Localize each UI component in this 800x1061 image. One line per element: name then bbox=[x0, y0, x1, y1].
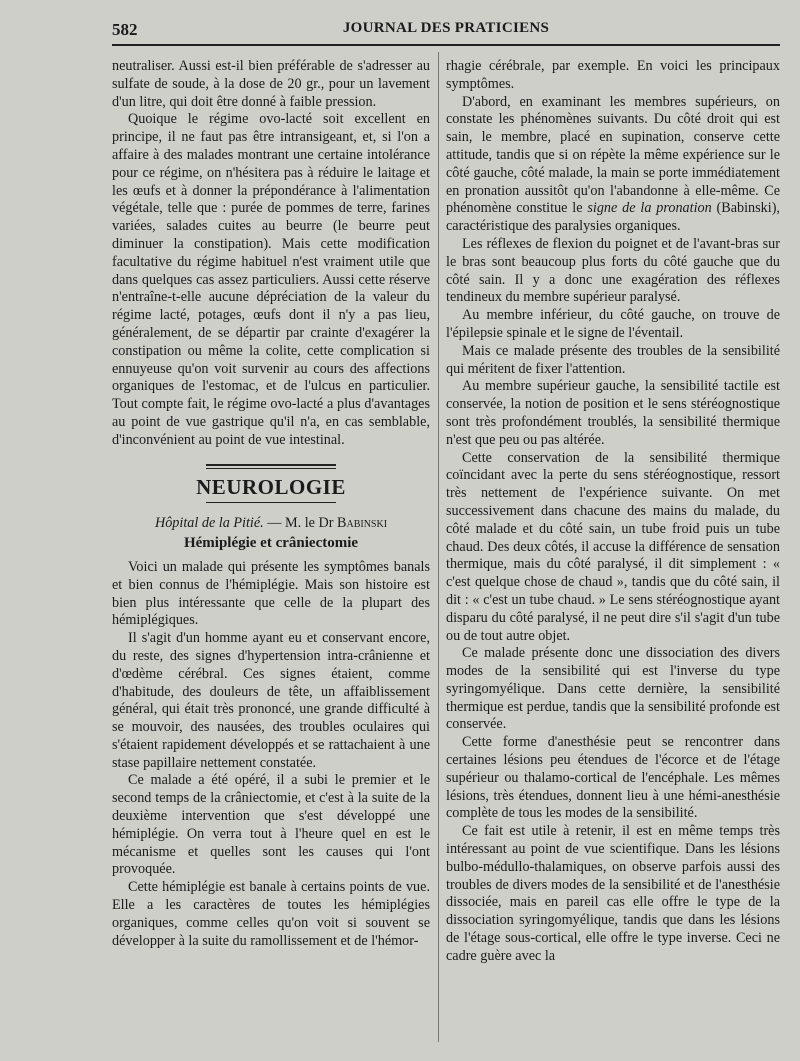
paragraph: Les réflexes de flexion du poignet et de l'avant-bras sur le bras sont beaucoup plus forts du côté gauche que du côté sain. Il y a donc une exagération des réflexes tendineux du membre supérieur paralysé. bbox=[446, 235, 780, 306]
page-header bbox=[112, 18, 780, 42]
paragraph: Mais ce malade présente des troubles de la sensibilité qui méritent de fixer l'attention. bbox=[446, 342, 780, 377]
paragraph-text: (Babinski), caractéristique des paralysies organiques. bbox=[446, 200, 780, 235]
section-title: NEUROLOGIE bbox=[196, 474, 346, 499]
right-column bbox=[446, 58, 780, 966]
page-number: 582 bbox=[112, 20, 138, 39]
paragraph: Ce malade a été opéré, il a subi le premier et le second temps de la crâniectomie, et c'est à la suite de la deuxième intervention que s'est développé une hémiplégie. On verra tout à l'heure quel en est le mécanisme et quelles sont les causes qui l'ont provoquée. bbox=[112, 772, 430, 878]
section-rule-bottom bbox=[206, 502, 336, 503]
hospital-name: Hôpital de la Pitié. bbox=[154, 515, 264, 532]
italic-term: signe de la pronation bbox=[587, 200, 712, 217]
paragraph: Voici un malade qui présente les symptômes banals et bien connus de l'hémiplégie. Mais son histoire est bien plus intéressante que celle de la plupart des hémiplégiques. bbox=[112, 558, 430, 629]
paragraph-text: D'abord, en examinant les membres supérieurs, on constate les phénomènes suivants. Du côté droit qui est sain, le membre, placé en supination, conserve cette attitude, tandis que si on répète la même expérience sur le côté gauche, côté malade, la main se porte immédiatement en pronation aussitôt qu'on l'abandonne à elle-même. Ce phénomène constitue le bbox=[446, 93, 780, 217]
paragraph: Ce fait est utile à retenir, il est en même temps très intéressant au point de vue scientifique. Dans les lésions bulbo-médullo-thalamiques, on observe parfois aussi des troubles de divers modes de la sensibilité et de l'anesthésie dissociée, mais en pareil cas elle offre le type de la dissociation syringomyélique, tandis que dans les lésions de l'étage sous-cortical, elle offre le type inverse. Ceci ne cadre guère avec la bbox=[446, 823, 780, 964]
paragraph: Cette hémiplégie est banale à certains points de vue. Elle a les caractères de toutes les hémiplégies organiques, comme celles qu'on voit si souvent se développer à la suite du ramollissement et de l'hémor- bbox=[112, 879, 430, 949]
paragraph: rhagie cérébrale, par exemple. En voici les principaux symptômes. bbox=[446, 58, 780, 92]
author-name: Babinski bbox=[337, 515, 388, 532]
paragraph: Quoique le régime ovo-lacté soit excellent en principe, il ne faut pas être intransigeant, et, si l'on a affaire à des malades montrant une certaine intolérance pour ce régime, on n'hésitera pas à réduire le laitage et les œufs et à donner la prépondérance à l'alimentation végétale, telle que : purée de pommes de terre, farines variées, salades cuites au beurre (le beurre peut diminuer la constipation). Mais cette modification facultative du régime habituel n'est vraiment utile que dans quelques cas assez particuliers. Aussi cette réserve n'entraîne-t-elle aucune dépréciation de la valeur du régime lacté, potages, œufs dont il n'y a pas lieu, généralement, de se départir par crainte d'exagérer la constipation ou même la colite, cette complication si ennuyeuse qu'on voit survenir au cours des affections organiques de l'estomac, et de l'ulcus en particulier. Tout compte fait, le régime ovo-lacté a plus d'avantages au point de vue gastrique qu'il n'a, en cas semblable, d'inconvénient au point de vue intestinal. bbox=[112, 111, 430, 448]
article-title: Hémiplégie et crâniectomie bbox=[183, 535, 359, 552]
paragraph: Il s'agit d'un homme ayant eu et conservant encore, du reste, des signes d'hypertension intra-crânienne et d'œdème cérébral. Ces signes étaient, comme d'habitude, des douleurs de tête, un affaiblissement général, qui était très prononcé, une grande difficulté à se mouvoir, des nausées, des troubles oculaires qui s'étaient rapidement développés et se rattachaient à une stase papillaire nettement constatée. bbox=[112, 630, 430, 771]
left-column bbox=[112, 58, 430, 950]
paragraph: Cette conservation de la sensibilité thermique coïncidant avec la perte du sens stéréognostique, ressort très nettement de l'expérience suivante. On met successivement dans chacune des mains du malade, du côté malade et du côté sain, un tube froid puis un tube chaud. Des deux côtés, il accuse la différence de sensation thermique, mais du côté paralysé, il dit simplement : « c'est quelque chose de chaud », tandis que du côté sain, il dit : « c'est un tube chaud. » Le sens stéréognostique ayant disparu du côté paralysé, il ne peut dire s'il s'agit d'un tube ou de tout autre objet. bbox=[446, 449, 780, 644]
hospital-dash: — M. le Dr bbox=[263, 515, 338, 532]
section-rule-top bbox=[206, 464, 336, 469]
hospital-line bbox=[112, 515, 430, 533]
paragraph: Au membre supérieur gauche, la sensibilité tactile est conservée, la notion de position et le sens stéréognostique sont très profondément troublés, la sensibilité thermique n'est que peu ou pas altérée. bbox=[446, 378, 780, 448]
paragraph: Au membre inférieur, du côté gauche, on trouve de l'épilepsie spinale et le signe de l'éventail. bbox=[446, 307, 780, 341]
section-heading bbox=[112, 464, 430, 504]
paragraph: neutraliser. Aussi est-il bien préférable de s'adresser au sulfate de soude, à la dose de 20 gr., pour un lavement d'un litre, qui doit être donné à faible pression. bbox=[112, 58, 430, 110]
journal-title: JOURNAL DES PRATICIENS bbox=[342, 20, 550, 36]
column-divider bbox=[438, 52, 439, 1042]
header-rule bbox=[112, 44, 780, 46]
paragraph: Ce malade présente donc une dissociation des divers modes de la sensibilité qui est l'inverse du type syringomyélique. Dans cette dernière, la sensibilité thermique est perdue, tandis que la sensibilité profonde est conservée. bbox=[446, 645, 780, 733]
paragraph bbox=[446, 94, 780, 236]
paragraph: Cette forme d'anesthésie peut se rencontrer dans certaines lésions peu étendues de l'écorce et de l'étage supérieur ou thalamo-cortical de l'encéphale. Les mêmes lésions, très étendues, donnent lieu à une hémi-anesthésie complète de tous les modes de la sensibilité. bbox=[446, 734, 780, 822]
